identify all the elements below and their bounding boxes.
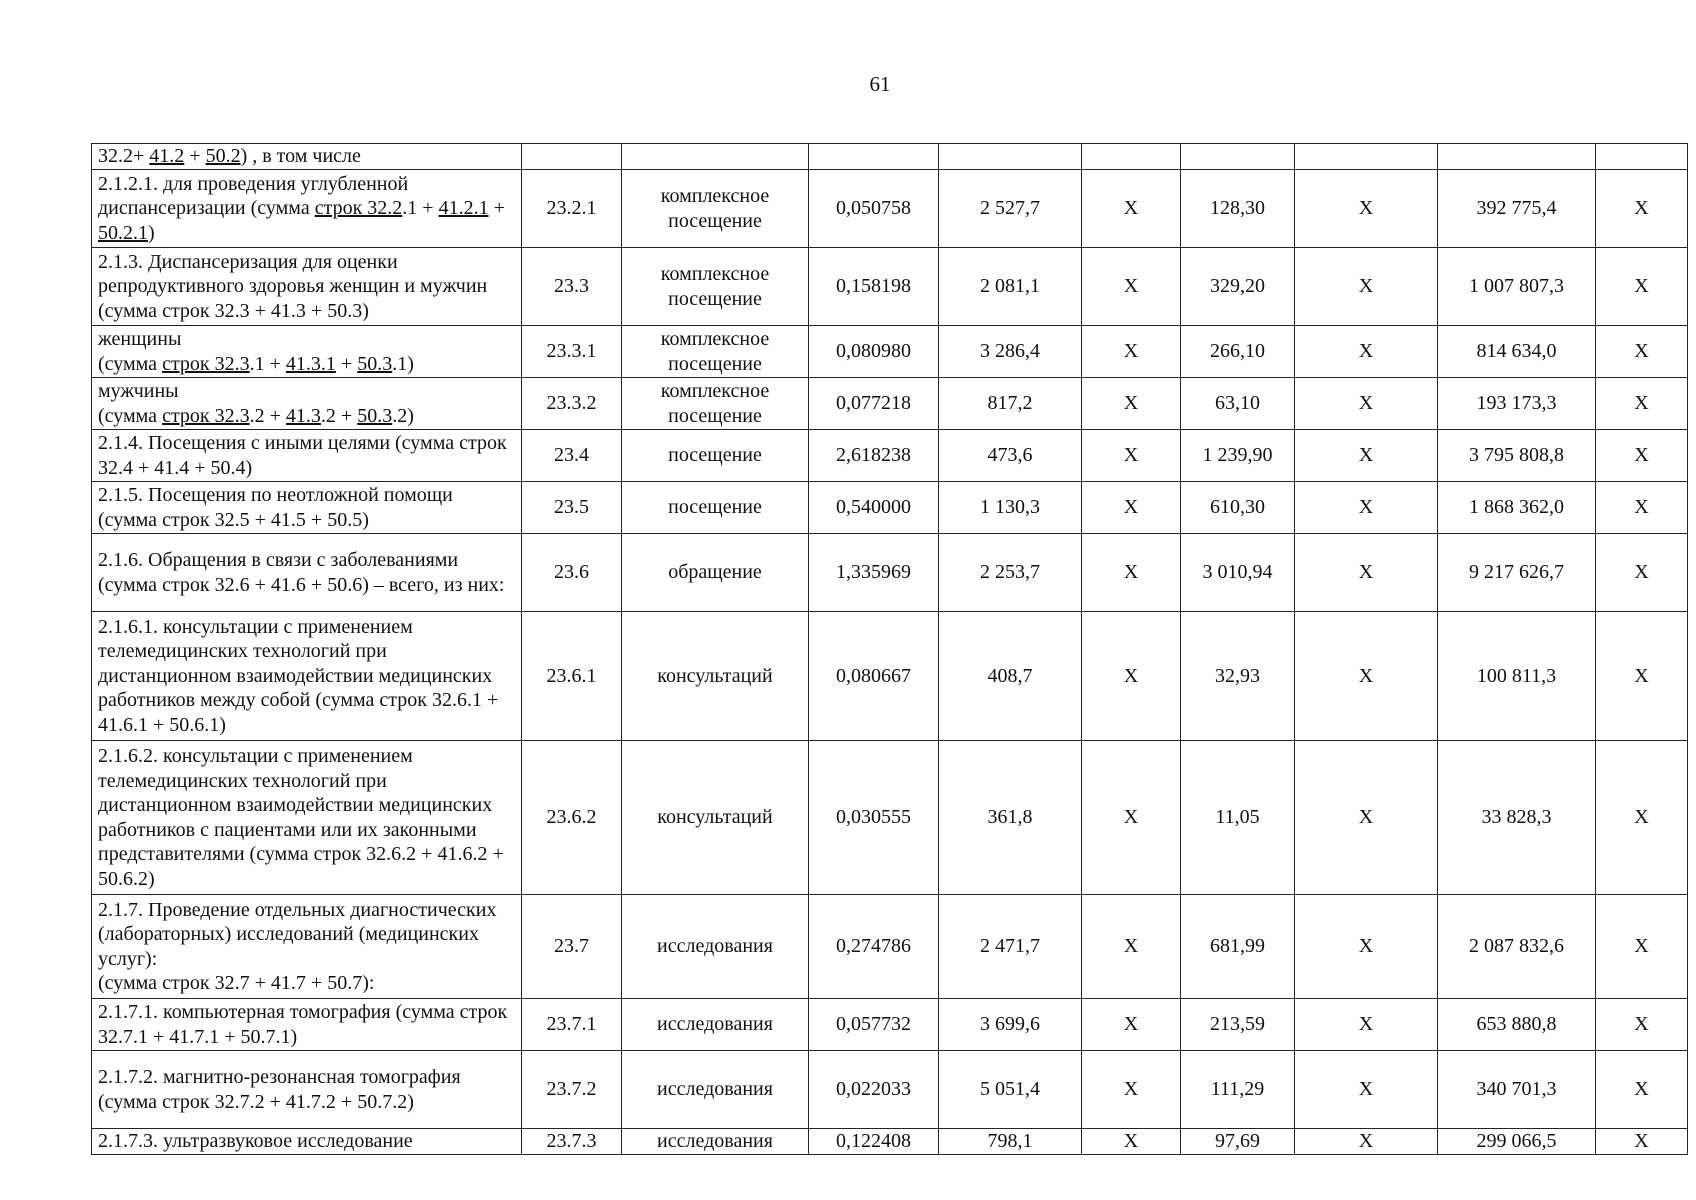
name-text: + bbox=[184, 145, 206, 168]
x-mark: Х bbox=[1596, 326, 1688, 378]
row-name bbox=[92, 1129, 522, 1155]
x-mark bbox=[1082, 144, 1181, 170]
x-mark: Х bbox=[1596, 895, 1688, 999]
name-text: мужчины bbox=[98, 380, 179, 402]
row-code: 23.7.3 bbox=[522, 1129, 622, 1155]
financial-cost-norm: 2 253,7 bbox=[939, 534, 1082, 612]
underlined-reference: строк 32.3 bbox=[162, 404, 250, 427]
unit-of-measure: комплексное посещение bbox=[622, 378, 809, 430]
row-name bbox=[92, 430, 522, 482]
name-text: 2.1.7.3. ультразвуковое исследование bbox=[98, 1130, 413, 1153]
per-capita-amount: 128,30 bbox=[1181, 170, 1295, 248]
unit-of-measure: комплексное посещение bbox=[622, 248, 809, 326]
per-capita-amount: 11,05 bbox=[1181, 741, 1295, 895]
unit-of-measure: обращение bbox=[622, 534, 809, 612]
table-row bbox=[92, 612, 1688, 741]
row-code: 23.3.1 bbox=[522, 326, 622, 378]
name-text: .2 + bbox=[249, 404, 286, 427]
row-name bbox=[92, 1051, 522, 1129]
table-row bbox=[92, 741, 1688, 895]
volume-norm: 0,540000 bbox=[809, 482, 939, 534]
total-cost: 193 173,3 bbox=[1438, 378, 1596, 430]
name-text: .1 + bbox=[249, 352, 286, 375]
per-capita-amount: 266,10 bbox=[1181, 326, 1295, 378]
per-capita-amount bbox=[1181, 144, 1295, 170]
volume-norm: 0,057732 bbox=[809, 999, 939, 1051]
financial-cost-norm: 798,1 bbox=[939, 1129, 1082, 1155]
row-name bbox=[92, 999, 522, 1051]
x-mark: Х bbox=[1295, 1051, 1438, 1129]
x-mark: Х bbox=[1295, 534, 1438, 612]
name-text: .1) bbox=[392, 352, 414, 375]
total-cost: 1 868 362,0 bbox=[1438, 482, 1596, 534]
name-text: 2.1.6.1. консультации с применением телемедицинских технологий при дистанционном взаимодействии медицинских работников между собой (сумма строк 32.6.1 + 41.6.1 + 50.6.1) bbox=[98, 615, 499, 736]
underlined-reference: 41.3.1 bbox=[285, 352, 336, 375]
x-mark: Х bbox=[1295, 895, 1438, 999]
row-code: 23.3 bbox=[522, 248, 622, 326]
volume-norm: 0,077218 bbox=[809, 378, 939, 430]
per-capita-amount: 63,10 bbox=[1181, 378, 1295, 430]
row-code bbox=[522, 144, 622, 170]
per-capita-amount: 213,59 bbox=[1181, 999, 1295, 1051]
unit-of-measure: посещение bbox=[622, 482, 809, 534]
total-cost: 299 066,5 bbox=[1438, 1129, 1596, 1155]
row-name bbox=[92, 248, 522, 326]
unit-of-measure bbox=[622, 144, 809, 170]
row-code: 23.3.2 bbox=[522, 378, 622, 430]
unit-of-measure: комплексное посещение bbox=[622, 170, 809, 248]
financial-cost-norm bbox=[939, 144, 1082, 170]
total-cost bbox=[1438, 144, 1596, 170]
name-text: .2) bbox=[392, 404, 414, 427]
per-capita-amount: 1 239,90 bbox=[1181, 430, 1295, 482]
financial-cost-norm: 2 081,1 bbox=[939, 248, 1082, 326]
volume-norm: 2,618238 bbox=[809, 430, 939, 482]
x-mark: Х bbox=[1596, 1051, 1688, 1129]
x-mark: Х bbox=[1295, 612, 1438, 741]
per-capita-amount: 681,99 bbox=[1181, 895, 1295, 999]
row-name bbox=[92, 741, 522, 895]
underlined-reference: 50.3 bbox=[357, 404, 393, 427]
name-text: + bbox=[488, 197, 505, 220]
name-text: ) bbox=[148, 221, 155, 244]
financial-cost-norm: 3 286,4 bbox=[939, 326, 1082, 378]
row-name bbox=[92, 170, 522, 248]
table-row bbox=[92, 144, 1688, 170]
name-text: + bbox=[335, 352, 358, 375]
row-name bbox=[92, 378, 522, 430]
x-mark: Х bbox=[1295, 999, 1438, 1051]
x-mark: Х bbox=[1596, 248, 1688, 326]
table-row bbox=[92, 248, 1688, 326]
x-mark: Х bbox=[1596, 378, 1688, 430]
per-capita-amount: 32,93 bbox=[1181, 612, 1295, 741]
unit-of-measure: консультаций bbox=[622, 741, 809, 895]
x-mark: Х bbox=[1295, 482, 1438, 534]
unit-of-measure: консультаций bbox=[622, 612, 809, 741]
financial-cost-norm: 1 130,3 bbox=[939, 482, 1082, 534]
x-mark: Х bbox=[1082, 326, 1181, 378]
underlined-reference: 50.2 bbox=[205, 145, 241, 168]
underlined-reference: строк 32.2 bbox=[314, 197, 403, 220]
table-row bbox=[92, 170, 1688, 248]
row-name bbox=[92, 612, 522, 741]
name-text: 2.1.3. Диспансеризация для оценки репродуктивного здоровья женщин и мужчин (сумма строк 32.3 + 41.3 + 50.3) bbox=[98, 250, 488, 322]
volume-norm bbox=[809, 144, 939, 170]
unit-of-measure: исследования bbox=[622, 895, 809, 999]
x-mark: Х bbox=[1295, 248, 1438, 326]
row-code: 23.7.2 bbox=[522, 1051, 622, 1129]
row-code: 23.7 bbox=[522, 895, 622, 999]
volume-norm: 0,080980 bbox=[809, 326, 939, 378]
row-name bbox=[92, 895, 522, 999]
volume-norm: 0,158198 bbox=[809, 248, 939, 326]
underlined-reference: 41.2.1 bbox=[438, 197, 489, 220]
name-text: 2.1.5. Посещения по неотложной помощи (сумма строк 32.5 + 41.5 + 50.5) bbox=[98, 484, 453, 531]
row-code: 23.7.1 bbox=[522, 999, 622, 1051]
x-mark: Х bbox=[1082, 170, 1181, 248]
x-mark: Х bbox=[1082, 248, 1181, 326]
volume-norm: 0,274786 bbox=[809, 895, 939, 999]
volume-norm: 0,030555 bbox=[809, 741, 939, 895]
x-mark: Х bbox=[1082, 378, 1181, 430]
underlined-reference: 50.3 bbox=[357, 352, 393, 375]
name-text: 2.1.7.1. компьютерная томография (сумма строк 32.7.1 + 41.7.1 + 50.7.1) bbox=[98, 1001, 508, 1048]
financial-cost-norm: 2 471,7 bbox=[939, 895, 1082, 999]
x-mark: Х bbox=[1596, 170, 1688, 248]
name-text: 2.1.7.2. магнитно-резонансная томография (сумма строк 32.7.2 + 41.7.2 + 50.7.2) bbox=[98, 1066, 461, 1113]
name-text: .1 + bbox=[402, 197, 439, 220]
row-name bbox=[92, 144, 522, 170]
x-mark: Х bbox=[1082, 999, 1181, 1051]
x-mark: Х bbox=[1596, 999, 1688, 1051]
table-row bbox=[92, 326, 1688, 378]
name-text: 2.1.7. Проведение отдельных диагностических (лабораторных) исследований (медицинских услуг): bbox=[98, 898, 497, 970]
volume-norm: 0,050758 bbox=[809, 170, 939, 248]
unit-of-measure: комплексное посещение bbox=[622, 326, 809, 378]
financial-cost-norm: 473,6 bbox=[939, 430, 1082, 482]
total-cost: 3 795 808,8 bbox=[1438, 430, 1596, 482]
name-text: 2.1.6.2. консультации с применением телемедицинских технологий при дистанционном взаимодействии медицинских работников с пациентами или их законными представителями (сумма строк 32.6.2 + 41.6.2 + 50.6.2) bbox=[98, 745, 504, 890]
x-mark: Х bbox=[1295, 741, 1438, 895]
volume-norm: 1,335969 bbox=[809, 534, 939, 612]
financial-cost-norm: 408,7 bbox=[939, 612, 1082, 741]
table-row bbox=[92, 534, 1688, 612]
x-mark: Х bbox=[1596, 612, 1688, 741]
x-mark: Х bbox=[1082, 534, 1181, 612]
x-mark: Х bbox=[1596, 741, 1688, 895]
unit-of-measure: исследования bbox=[622, 999, 809, 1051]
per-capita-amount: 610,30 bbox=[1181, 482, 1295, 534]
row-code: 23.4 bbox=[522, 430, 622, 482]
x-mark: Х bbox=[1082, 1129, 1181, 1155]
per-capita-amount: 111,29 bbox=[1181, 1051, 1295, 1129]
x-mark: Х bbox=[1295, 170, 1438, 248]
row-code: 23.6.1 bbox=[522, 612, 622, 741]
total-cost: 814 634,0 bbox=[1438, 326, 1596, 378]
row-code: 23.6 bbox=[522, 534, 622, 612]
table-row bbox=[92, 482, 1688, 534]
x-mark: Х bbox=[1082, 482, 1181, 534]
volume-norm: 0,022033 bbox=[809, 1051, 939, 1129]
row-code: 23.2.1 bbox=[522, 170, 622, 248]
x-mark: Х bbox=[1082, 430, 1181, 482]
x-mark: Х bbox=[1082, 741, 1181, 895]
name-text: женщины bbox=[98, 328, 182, 350]
x-mark: Х bbox=[1596, 534, 1688, 612]
x-mark: Х bbox=[1082, 895, 1181, 999]
financing-table bbox=[91, 143, 1688, 1155]
x-mark: Х bbox=[1082, 612, 1181, 741]
table-body bbox=[92, 144, 1688, 1155]
total-cost: 2 087 832,6 bbox=[1438, 895, 1596, 999]
row-name bbox=[92, 326, 522, 378]
x-mark: Х bbox=[1596, 430, 1688, 482]
name-text: 32.2+ bbox=[98, 145, 150, 168]
name-text: ) , в том числе bbox=[240, 145, 361, 168]
financial-cost-norm: 2 527,7 bbox=[939, 170, 1082, 248]
x-mark: Х bbox=[1295, 378, 1438, 430]
table-row bbox=[92, 999, 1688, 1051]
underlined-reference: 41.3 bbox=[285, 404, 321, 427]
total-cost: 340 701,3 bbox=[1438, 1051, 1596, 1129]
name-text: 2.1.6. Обращения в связи с заболеваниями (сумма строк 32.6 + 41.6 + 50.6) – всего, из них: bbox=[98, 549, 505, 596]
table-row bbox=[92, 378, 1688, 430]
unit-of-measure: исследования bbox=[622, 1051, 809, 1129]
volume-norm: 0,080667 bbox=[809, 612, 939, 741]
x-mark bbox=[1295, 144, 1438, 170]
table-row bbox=[92, 1129, 1688, 1155]
per-capita-amount: 329,20 bbox=[1181, 248, 1295, 326]
page-number: 61 bbox=[869, 72, 891, 96]
per-capita-amount: 97,69 bbox=[1181, 1129, 1295, 1155]
unit-of-measure: посещение bbox=[622, 430, 809, 482]
total-cost: 653 880,8 bbox=[1438, 999, 1596, 1051]
table-row bbox=[92, 1051, 1688, 1129]
total-cost: 100 811,3 bbox=[1438, 612, 1596, 741]
underlined-reference: 41.2 bbox=[149, 145, 185, 168]
total-cost: 392 775,4 bbox=[1438, 170, 1596, 248]
x-mark: Х bbox=[1295, 1129, 1438, 1155]
unit-of-measure: исследования bbox=[622, 1129, 809, 1155]
name-text: (сумма строк 32.7 + 41.7 + 50.7): bbox=[98, 972, 375, 994]
row-name bbox=[92, 482, 522, 534]
name-text: .2 + bbox=[320, 404, 358, 427]
total-cost: 33 828,3 bbox=[1438, 741, 1596, 895]
underlined-reference: строк 32.3 bbox=[162, 352, 250, 375]
financial-cost-norm: 361,8 bbox=[939, 741, 1082, 895]
row-name bbox=[92, 534, 522, 612]
financial-cost-norm: 3 699,6 bbox=[939, 999, 1082, 1051]
total-cost: 9 217 626,7 bbox=[1438, 534, 1596, 612]
table-row bbox=[92, 430, 1688, 482]
name-text: (сумма bbox=[98, 404, 163, 427]
financial-cost-norm: 5 051,4 bbox=[939, 1051, 1082, 1129]
x-mark: Х bbox=[1295, 326, 1438, 378]
financial-cost-norm: 817,2 bbox=[939, 378, 1082, 430]
table-row bbox=[92, 895, 1688, 999]
row-code: 23.6.2 bbox=[522, 741, 622, 895]
row-code: 23.5 bbox=[522, 482, 622, 534]
x-mark bbox=[1596, 144, 1688, 170]
x-mark: Х bbox=[1596, 1129, 1688, 1155]
x-mark: Х bbox=[1082, 1051, 1181, 1129]
x-mark: Х bbox=[1295, 430, 1438, 482]
total-cost: 1 007 807,3 bbox=[1438, 248, 1596, 326]
name-text: 2.1.4. Посещения с иными целями (сумма строк 32.4 + 41.4 + 50.4) bbox=[98, 432, 507, 479]
per-capita-amount: 3 010,94 bbox=[1181, 534, 1295, 612]
x-mark: Х bbox=[1596, 482, 1688, 534]
volume-norm: 0,122408 bbox=[809, 1129, 939, 1155]
name-text: (сумма bbox=[98, 352, 163, 375]
underlined-reference: 50.2.1 bbox=[98, 221, 148, 244]
name-text: 2.1.2.1. для проведения углубленной диспансеризации (сумма bbox=[98, 172, 409, 220]
